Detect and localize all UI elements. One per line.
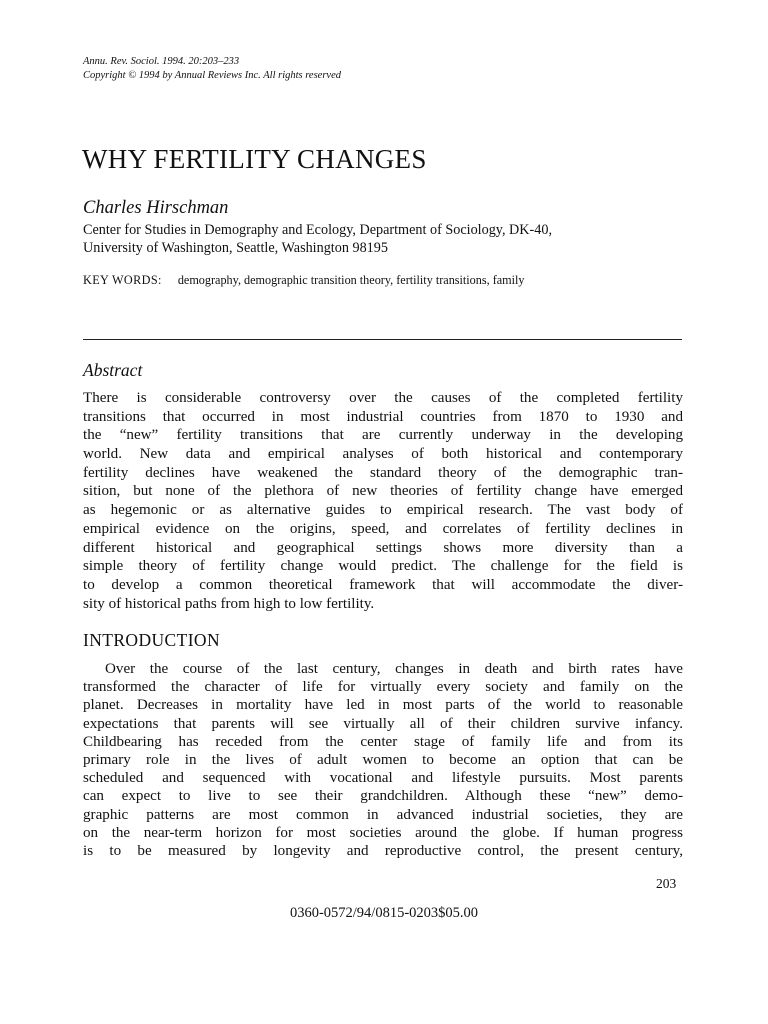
introduction-line: primary role in the lives of adult women to become an option that can be <box>83 751 683 768</box>
journal-header <box>83 55 341 83</box>
abstract-text <box>83 389 683 613</box>
abstract-line: to develop a common theoretical framework that will accommodate the diver- <box>83 576 683 593</box>
article-title: WHY FERTILITY CHANGES <box>82 144 427 174</box>
abstract-line: different historical and geographical settings shows more diversity than a <box>83 539 683 556</box>
abstract-line: simple theory of fertility change would predict. The challenge for the field is <box>83 558 683 575</box>
page-number: 203 <box>656 876 677 891</box>
affiliation-line: University of Washington, Seattle, Washington 98195 <box>83 240 388 256</box>
introduction-text <box>83 660 683 860</box>
introduction-line: planet. Decreases in mortality have led in most parts of the world to reasonable <box>83 697 683 714</box>
abstract-line: empirical evidence on the origins, speed, and correlates of fertility declines in <box>83 520 683 537</box>
abstract-line: There is considerable controversy over the causes of the completed fertility <box>83 390 683 406</box>
introduction-line: scheduled and sequenced with vocational and lifestyle pursuits. Most parents <box>83 770 683 787</box>
abstract-heading: Abstract <box>83 360 143 380</box>
copyright-notice: Copyright © 1994 by Annual Reviews Inc. All rights reserved <box>83 70 341 81</box>
journal-citation: Annu. Rev. Sociol. 1994. 20:203–233 <box>83 56 240 67</box>
keywords-label: KEY WORDS: <box>83 273 162 287</box>
introduction-heading: INTRODUCTION <box>83 630 221 650</box>
abstract-line: sity of historical paths from high to low fertility. <box>83 595 375 612</box>
section-divider <box>83 339 682 340</box>
abstract-line: fertility declines have weakened the standard theory of the demographic tran- <box>83 464 683 481</box>
keywords <box>83 273 525 288</box>
introduction-line: Childbearing has receded from the center stage of family life and from its <box>83 733 683 750</box>
introduction-line: on the near-term horizon for most societies around the globe. If human progress <box>83 824 683 841</box>
abstract-line: transitions that occurred in most industrial countries from 1870 to 1930 and <box>83 408 683 425</box>
article-code: 0360-0572/94/0815-0203$05.00 <box>289 905 479 921</box>
author-affiliation <box>83 221 552 257</box>
introduction-line: graphic patterns are most common in advanced industrial societies, they are <box>83 806 683 823</box>
keywords-list: demography, demographic transition theory, fertility transitions, family <box>177 273 525 287</box>
introduction-line: transformed the character of life for virtually every society and family on the <box>83 679 683 696</box>
introduction-line: expectations that parents will see virtually all of their children survive infancy. <box>83 715 683 732</box>
abstract-line: world. New data and empirical analyses of both historical and contemporary <box>83 446 683 463</box>
author-name: Charles Hirschman <box>83 198 229 218</box>
abstract-line: sition, but none of the plethora of new theories of fertility change have emerged <box>83 483 683 500</box>
introduction-line: Over the course of the last century, changes in death and birth rates have <box>105 661 683 677</box>
affiliation-line: Center for Studies in Demography and Ecology, Department of Sociology, DK-40, <box>83 222 553 238</box>
abstract-line: the “new” fertility transitions that are currently underway in the developing <box>83 427 683 444</box>
introduction-line: is to be measured by longevity and reproductive control, the present century, <box>83 842 683 859</box>
introduction-line: can expect to live to see their grandchildren. Although these “new” demo- <box>83 788 683 805</box>
abstract-line: as hegemonic or as alternative guides to empirical research. The vast body of <box>83 502 683 519</box>
